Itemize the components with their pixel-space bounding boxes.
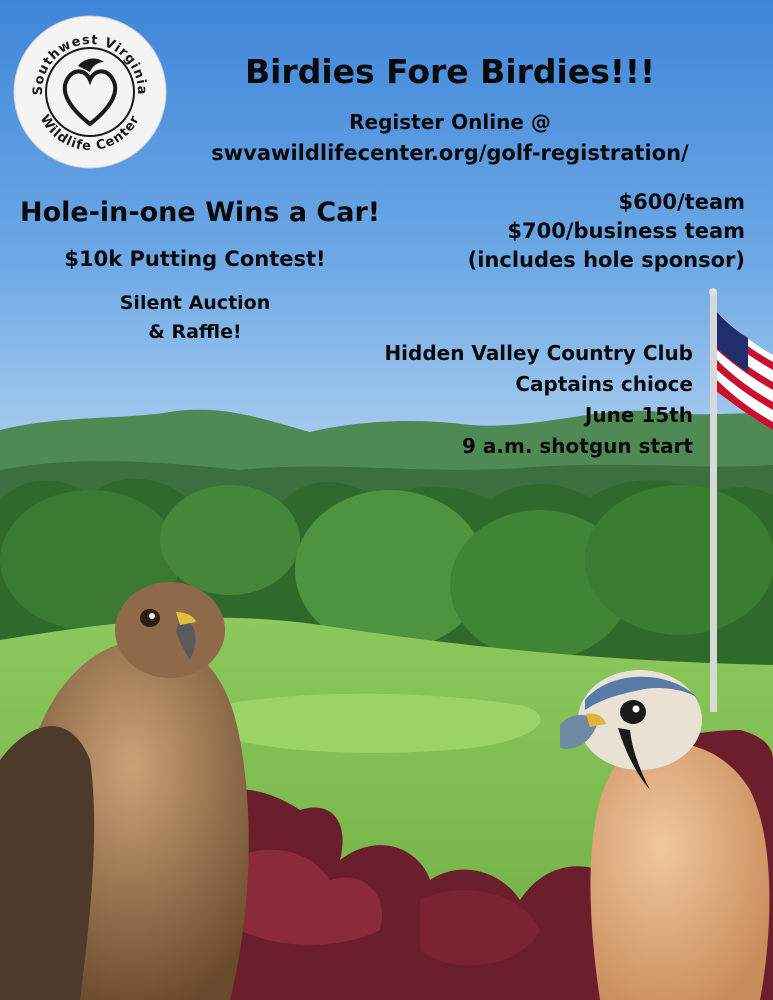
- tree-cluster: [585, 485, 773, 635]
- logo-top-text: Southwest Virginia: [30, 32, 150, 96]
- team-price: $600/team: [618, 190, 745, 214]
- registration-label: Register Online @: [349, 110, 551, 134]
- business-price-note: (includes hole sponsor): [467, 248, 745, 272]
- format: Captains chioce: [515, 372, 693, 396]
- event-date: June 15th: [584, 403, 693, 427]
- wildlife-center-logo: [12, 14, 168, 170]
- page-title: Birdies Fore Birdies!!!: [244, 52, 656, 91]
- hole-in-one-text: Hole-in-one Wins a Car!: [20, 197, 381, 228]
- business-team-price: $700/business team: [507, 219, 745, 243]
- auction-raffle-text: [80, 289, 310, 347]
- tree-cluster: [160, 485, 300, 595]
- putting-contest-text: $10k Putting Contest!: [64, 247, 326, 271]
- logo-bottom-text: Wildlife Center: [36, 112, 144, 155]
- auction-line: Silent Auction: [119, 292, 271, 314]
- venue: Hidden Valley Country Club: [384, 341, 693, 365]
- flagpole-top: [709, 288, 717, 296]
- putting-green: [205, 694, 540, 753]
- raffle-line: & Raffle!: [148, 321, 242, 343]
- flagpole: [710, 292, 717, 712]
- pricing-block: [468, 188, 745, 275]
- registration-url: swvawildlifecenter.org/golf-registration/: [211, 141, 689, 165]
- start-time: 9 a.m. shotgun start: [462, 434, 693, 458]
- event-details: [384, 338, 693, 462]
